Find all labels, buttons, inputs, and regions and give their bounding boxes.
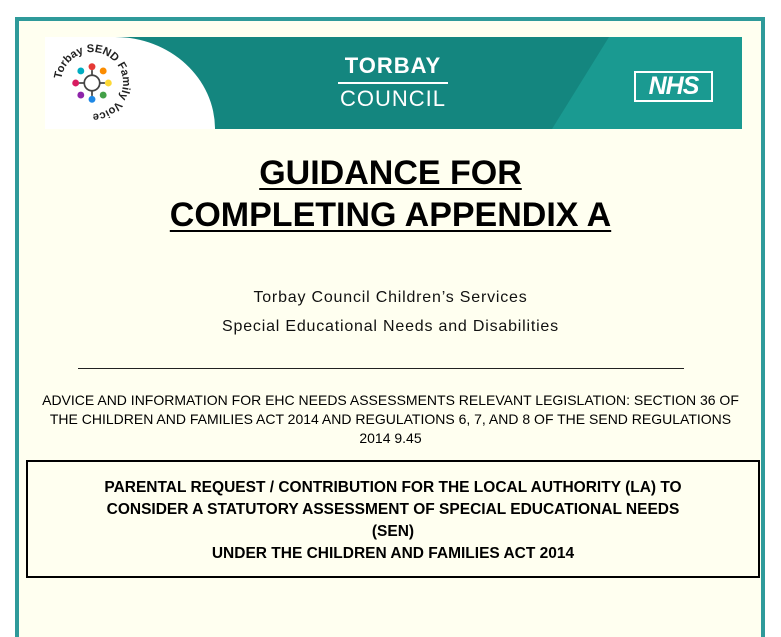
title-line2: COMPLETING APPENDIX A	[169, 196, 612, 234]
advice-line1: ADVICE AND INFORMATION FOR EHC NEEDS ASSESSMENTS RELEVANT LEGISLATION: SECTION 36 OF	[42, 392, 739, 408]
title-line1: GUIDANCE FOR	[259, 154, 522, 192]
nhs-logo: NHS	[634, 71, 713, 102]
subtitle-services: Torbay Council Children’s Services	[253, 289, 528, 306]
council-logo-line1: TORBAY	[338, 53, 448, 84]
advice-line3: 2014 9.45	[359, 430, 422, 446]
page-title	[0, 152, 781, 236]
svg-text:Torbay SEND Family Voice	[52, 43, 132, 123]
logo-ring-text: Torbay SEND Family Voice	[52, 42, 133, 124]
torbay-council-logo	[338, 53, 448, 112]
request-notice-box	[26, 460, 760, 578]
notice-line3: (SEN)	[371, 523, 415, 540]
council-logo-line2: COUNCIL	[339, 86, 446, 111]
advice-line2: THE CHILDREN AND FAMILIES ACT 2014 AND REGULATIONS 6, 7, AND 8 OF THE SEND REGULATIONS	[49, 411, 732, 427]
notice-line4: UNDER THE CHILDREN AND FAMILIES ACT 2014	[211, 545, 575, 562]
notice-line2: CONSIDER A STATUTORY ASSESSMENT OF SPECIAL EDUCATIONAL NEEDS	[106, 501, 680, 518]
notice-line1: PARENTAL REQUEST / CONTRIBUTION FOR THE LOCAL AUTHORITY (LA) TO	[104, 479, 682, 496]
torbay-send-family-voice-logo	[49, 40, 135, 126]
header-banner	[45, 37, 742, 129]
divider	[78, 368, 684, 369]
people-circle-icon	[72, 63, 112, 103]
subtitle-send: Special Educational Needs and Disabilities	[222, 318, 559, 335]
advice-text	[40, 391, 741, 448]
family-voice-logo-panel	[45, 37, 215, 129]
